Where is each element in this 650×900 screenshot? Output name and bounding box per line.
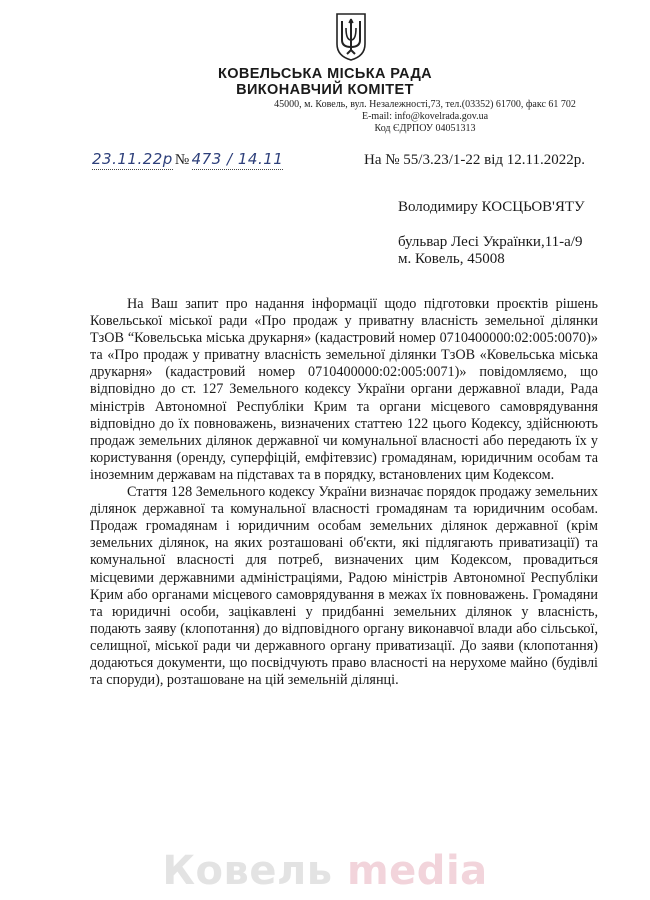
body-paragraph-2: Стаття 128 Земельного кодексу України визначає порядок продажу земельних ділянок державної та комунальної власності громадянам та юридичним особам. Продаж громадянам і юридичним особам земельних ділянок державної (крім земельних ділянок, на яких розташовані об'єкти, які підлягають приватизації) та комунальної власності для потреб, визначених цим Кодексом, провадиться місцевими державними адміністраціями, Радою міністрів Автономної Республіки Крим або органами місцевого самоврядування в межах їх повноважень. Громадяни та юридичні особи, зацікавлені у придбанні земельних ділянок у власність, подають заяву (клопотання) до відповідного органу виконавчої влади або сільської, селищної, міської ради чи державного органу приватизації. До заяви (клопотання) додаються документи, що посвідчують право власності на нерухоме майно (будівлі та споруди), розташоване на цій земельній ділянці.: [90, 484, 598, 689]
body-paragraph-1: На Ваш запит про надання інформації щодо підготовки проєктів рішень Ковельської міської ради «Про продаж у приватну власність земельної ділянки ТзОВ “Ковельська міська друкарня» (кадастровий номер 0710400000:02:005:0070)» та «Про продаж у приватну власність земельної ділянки ТзОВ «Ковельська міська друкарня» (кадастровий номер 0710400000:02:005:0071)» повідомляємо, що відповідно до ст. 127 Земельного кодексу України органи державної влади, Рада міністрів Автономної Республіки Крим та органи місцевого самоврядування відповідно до їх повноважень, визначених статтею 122 цього Кодексу, здійснюють продаж земельних ділянок державної чи комунальної власності або передають їх у користування (оренду, суперфіцій, емфітевзис) громадянам, юридичним особам та іноземним державам на підставах та в порядку, встановлених цим Кодексом.: [90, 296, 598, 483]
outgoing-date: 23.11.22р: [92, 150, 173, 168]
organization-address: 45000, м. Ковель, вул. Незалежності,73, тел.(03352) 61700, факс 61 702: [274, 99, 576, 110]
letter-body: [90, 296, 598, 689]
outgoing-reference: [92, 150, 283, 169]
addressee-name: Володимиру КОСЦЬОВ'ЯТУ: [398, 199, 585, 215]
watermark-part1: Ковель: [162, 848, 333, 894]
outgoing-number: 473 / 14.11: [191, 150, 284, 168]
organization-email: E-mail: info@kovelrada.gov.ua: [361, 111, 489, 122]
organization-subdivision: ВИКОНАВЧИЙ КОМІТЕТ: [236, 82, 414, 98]
watermark-logo: [0, 848, 650, 894]
addressee-street: бульвар Лесі Українки,11-а/9: [398, 234, 583, 250]
reply-reference: На № 55/3.23/1-22 від 12.11.2022р.: [364, 152, 585, 168]
number-sign: №: [174, 152, 190, 168]
organization-name: КОВЕЛЬСЬКА МІСЬКА РАДА: [217, 66, 433, 82]
addressee-city: м. Ковель, 45008: [398, 251, 505, 267]
watermark-part2: media: [347, 848, 488, 894]
trident-coat-of-arms-icon: [334, 10, 368, 62]
organization-edrpou: Код ЄДРПОУ 04051313: [374, 123, 476, 134]
